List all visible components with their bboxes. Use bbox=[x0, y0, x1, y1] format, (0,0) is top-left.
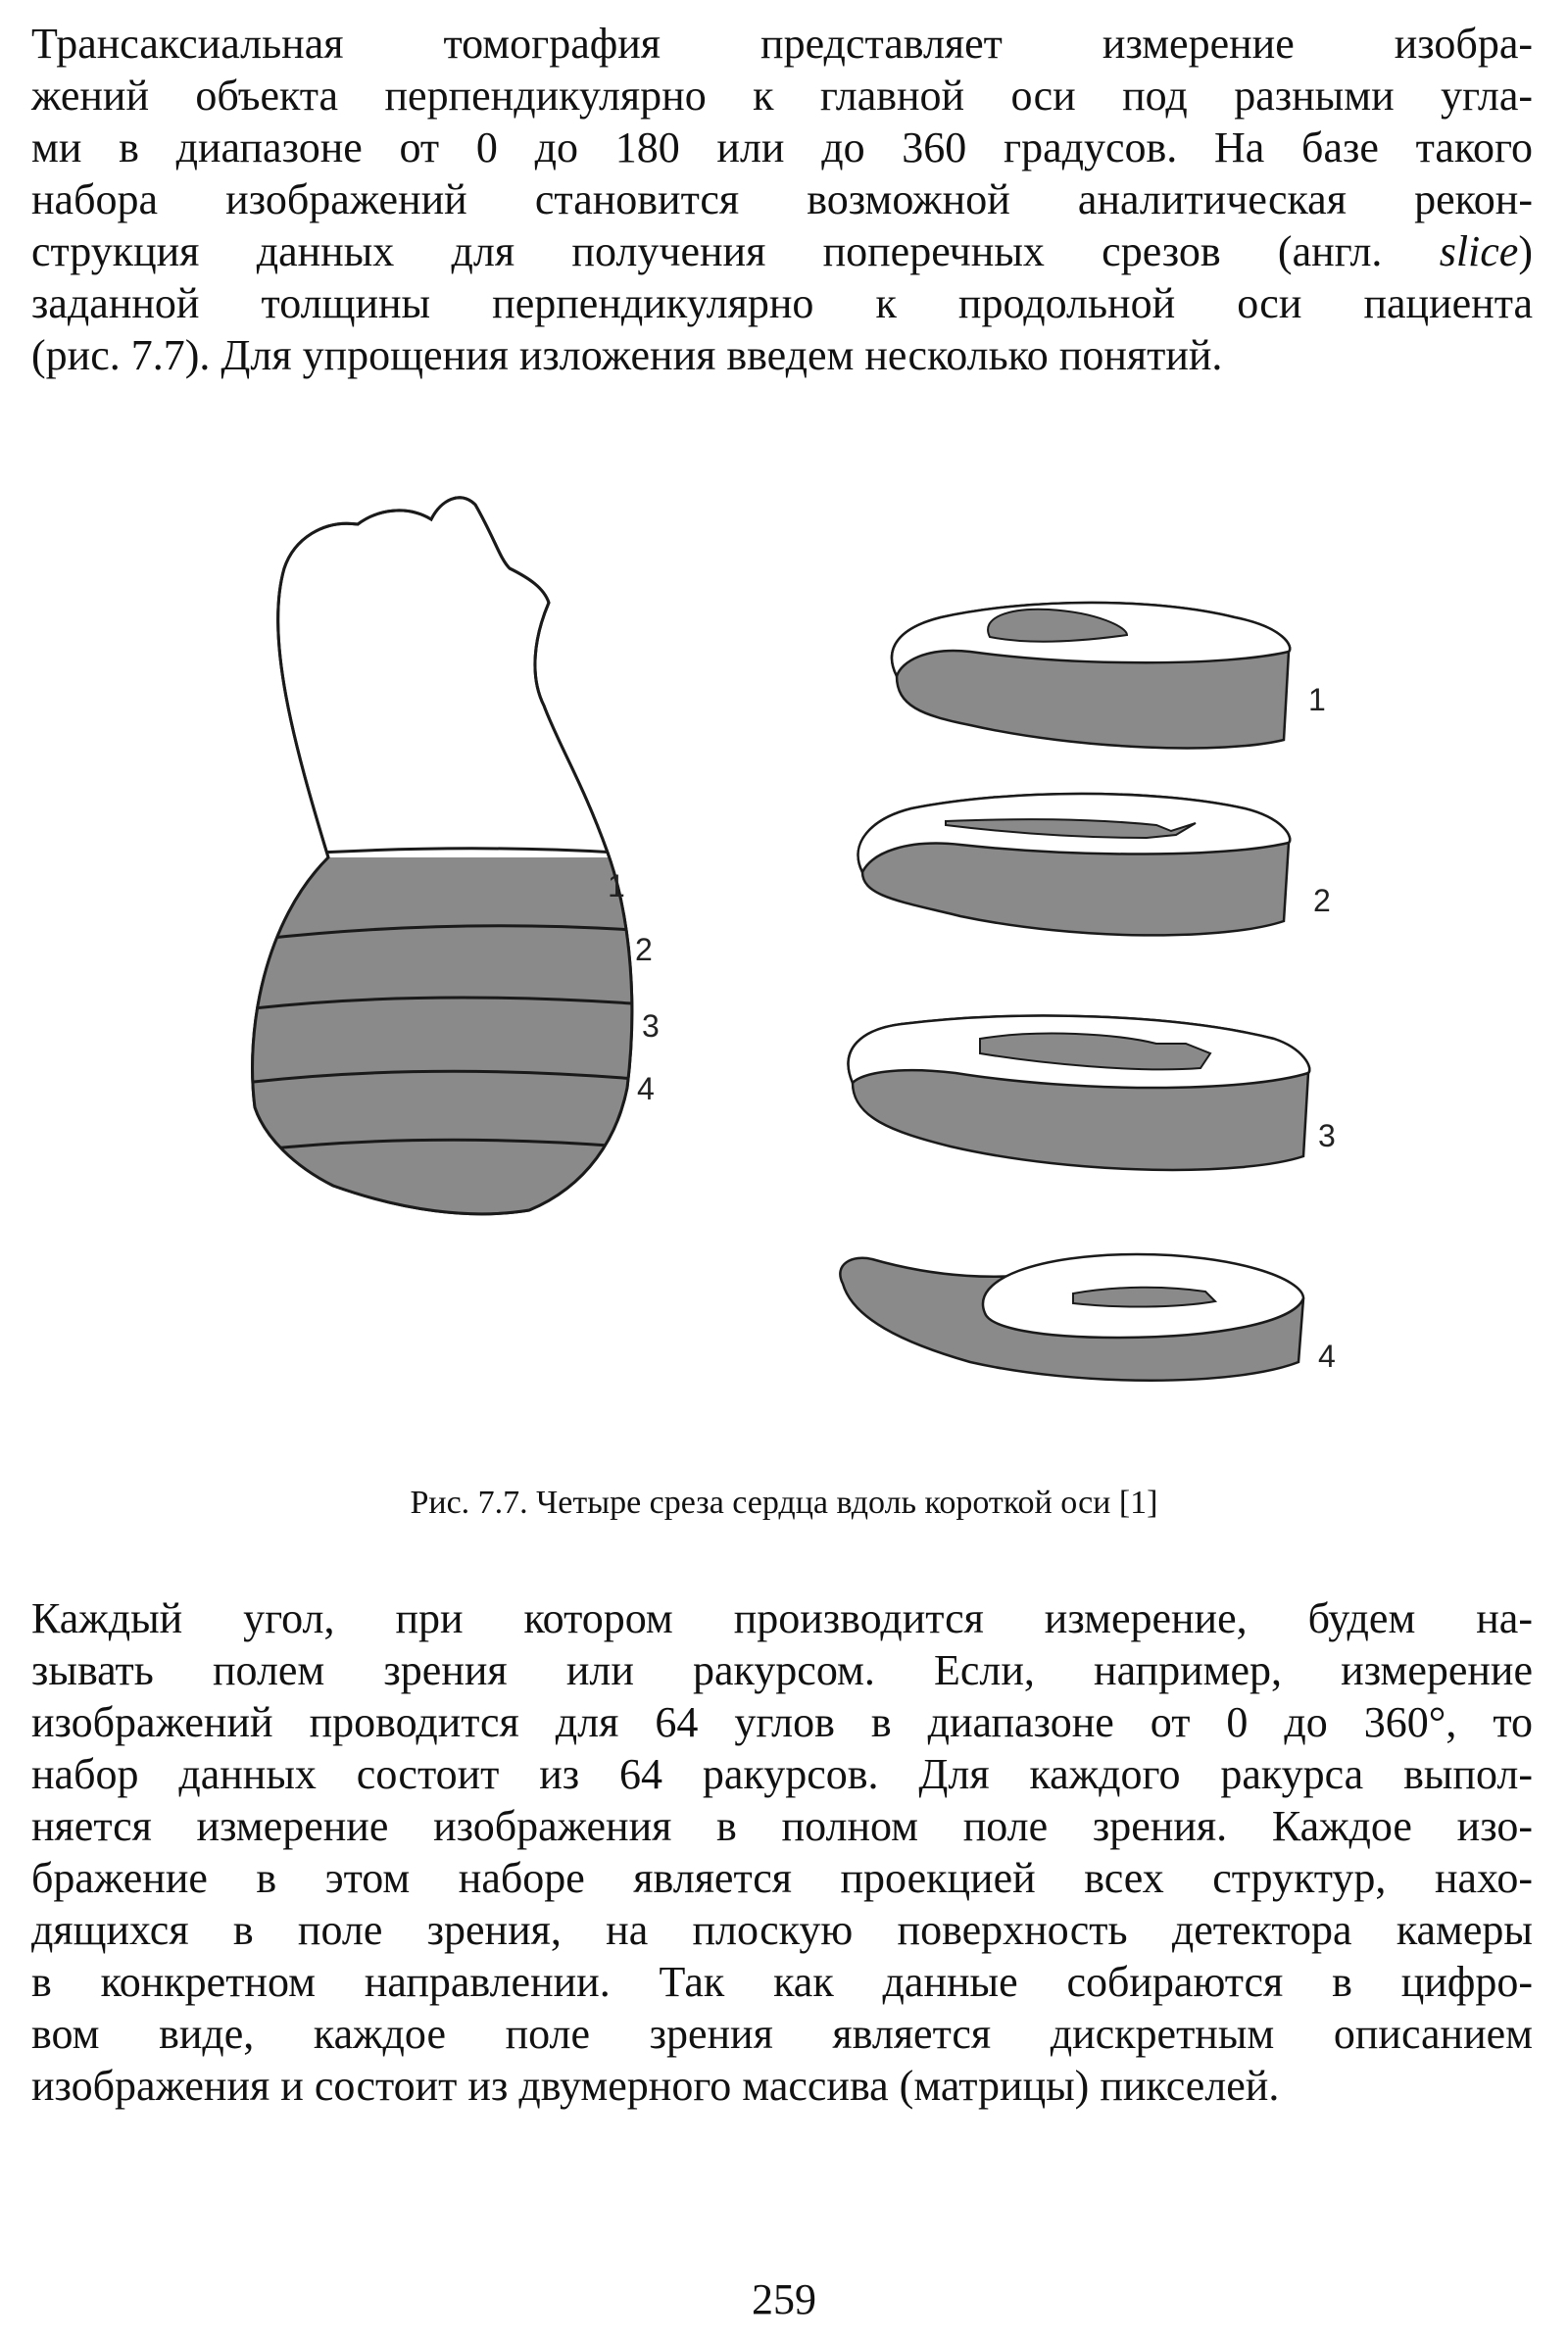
heart-label-4: 4 bbox=[637, 1071, 655, 1106]
figure-heart-slices bbox=[0, 480, 1568, 1480]
text-line: дящихся в поле зрения, на плоскую поверхность детектора камеры bbox=[31, 1906, 1533, 1954]
text-line: Трансаксиальная томография представляет измерение изобра- bbox=[31, 20, 1533, 68]
heart-drawing bbox=[235, 498, 660, 1230]
slice-label-2: 2 bbox=[1313, 883, 1331, 918]
text-line: Каждый угол, при котором производится измерение, будем на- bbox=[31, 1594, 1533, 1642]
heart-label-2: 2 bbox=[635, 932, 653, 967]
text-line: няется измерение изображения в полном поле зрения. Каждое изо- bbox=[31, 1802, 1533, 1850]
heart-label-1: 1 bbox=[608, 868, 625, 903]
text-line: жений объекта перпендикулярно к главной оси под разными угла- bbox=[31, 72, 1533, 120]
slice-4 bbox=[840, 1254, 1335, 1381]
text-line: изображения и состоит из двумерного массива (матрицы) пикселей. bbox=[31, 2062, 1280, 2110]
figure-caption: Рис. 7.7. Четыре среза сердца вдоль короткой оси [1] bbox=[410, 1485, 1158, 1521]
slice-3 bbox=[849, 1016, 1336, 1170]
text-line: ми в диапазоне от 0 до 180 или до 360 градусов. На базе такого bbox=[31, 123, 1533, 171]
text-line: вом виде, каждое поле зрения является дискретным описанием bbox=[31, 2010, 1533, 2058]
slice-label-3: 3 bbox=[1318, 1118, 1336, 1153]
text-line: бражение в этом наборе является проекцией всех структур, нахо- bbox=[31, 1854, 1533, 1902]
text-line: набора изображений становится возможной аналитическая рекон- bbox=[31, 175, 1533, 223]
text-fragment: струкция данных для получения поперечных срезов (англ. bbox=[31, 227, 1440, 275]
italic-term: slice bbox=[1439, 227, 1519, 275]
text-line: изображений проводится для 64 углов в диапазоне от 0 до 360°, то bbox=[31, 1698, 1533, 1746]
slice-label-1: 1 bbox=[1308, 682, 1326, 717]
text-line: зывать полем зрения или ракурсом. Если, например, измерение bbox=[31, 1646, 1533, 1694]
text-line: заданной толщины перпендикулярно к продольной оси пациента bbox=[31, 279, 1533, 327]
slice-label-4: 4 bbox=[1318, 1339, 1336, 1374]
heart-label-3: 3 bbox=[642, 1008, 660, 1044]
text-line: в конкретном направлении. Так как данные собираются в цифро- bbox=[31, 1958, 1533, 2006]
paragraph-views bbox=[31, 1592, 1533, 2112]
paragraph-intro bbox=[31, 18, 1533, 381]
text-line-with-term bbox=[31, 225, 1533, 277]
figure-illustration bbox=[0, 480, 1568, 1480]
slice-2 bbox=[858, 794, 1331, 935]
slice-1 bbox=[892, 603, 1326, 748]
text-line: (рис. 7.7). Для упрощения изложения введем несколько понятий. bbox=[31, 331, 1223, 379]
page-number: 259 bbox=[752, 2275, 816, 2323]
text-fragment: ) bbox=[1518, 227, 1533, 275]
text-line: набор данных состоит из 64 ракурсов. Для каждого ракурса выпол- bbox=[31, 1750, 1533, 1798]
